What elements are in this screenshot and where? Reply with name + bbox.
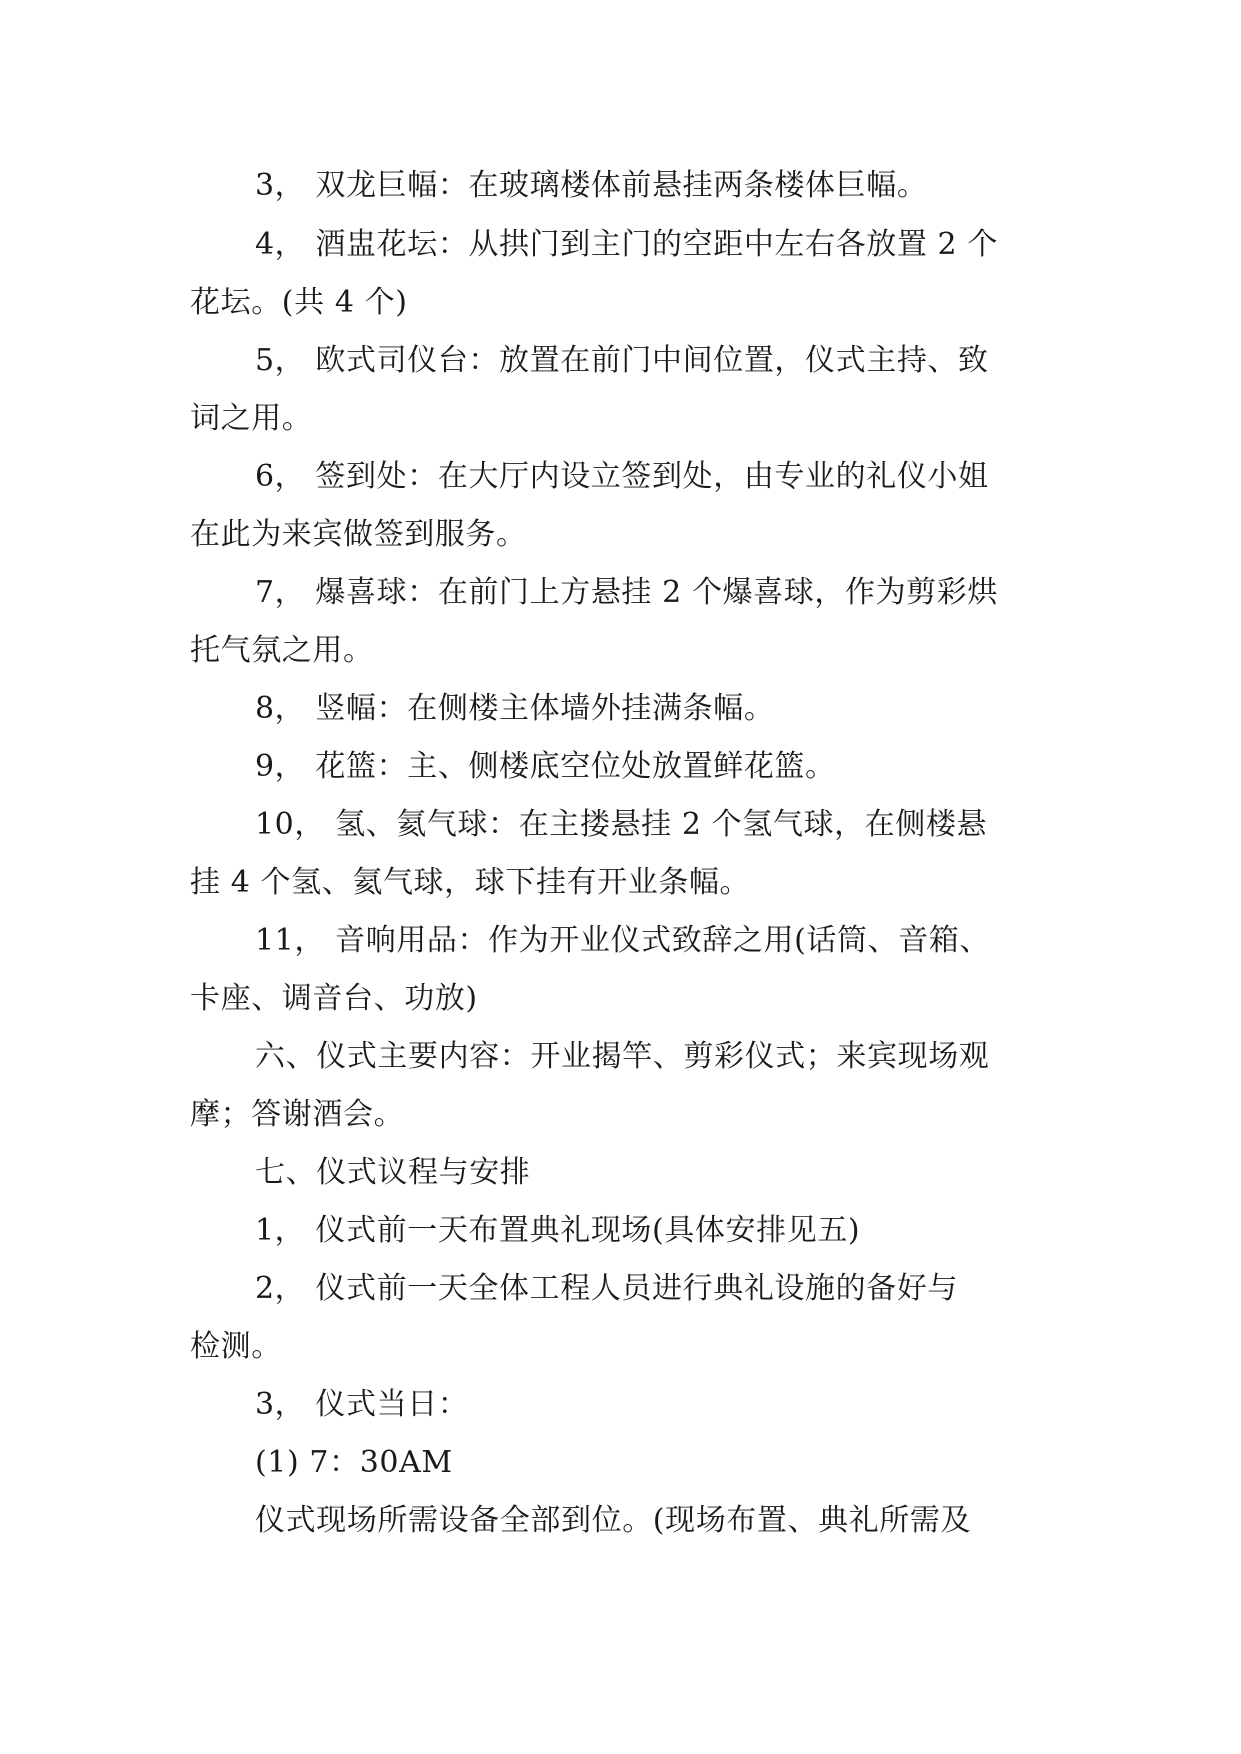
section-heading: 七、仪式议程与安排 xyxy=(255,1155,531,1190)
paragraph-line: 3， 仪式当日： xyxy=(255,1387,469,1422)
paragraph-line: 检测。 xyxy=(190,1329,282,1364)
paragraph-line: 1， 仪式前一天布置典礼现场(具体安排见五) xyxy=(255,1213,861,1248)
paragraph-line: 9， 花篮：主、侧楼底空位处放置鲜花篮。 xyxy=(255,749,836,784)
paragraph-line: 在此为来宾做签到服务。 xyxy=(190,517,527,552)
paragraph-line: 摩；答谢酒会。 xyxy=(190,1097,405,1132)
paragraph-line: 六、仪式主要内容：开业揭竿、剪彩仪式；来宾现场观 xyxy=(255,1039,990,1074)
paragraph-line: 3， 双龙巨幅：在玻璃楼体前悬挂两条楼体巨幅。 xyxy=(255,168,928,203)
paragraph-line: 花坛。(共 4 个) xyxy=(190,285,408,320)
paragraph-line: 8， 竖幅：在侧楼主体墙外挂满条幅。 xyxy=(255,691,775,726)
paragraph-line: 挂 4 个氢、氦气球，球下挂有开业条幅。 xyxy=(190,865,751,900)
paragraph-line: 2， 仪式前一天全体工程人员进行典礼设施的备好与 xyxy=(255,1271,959,1306)
paragraph-line: (1) 7：30AM xyxy=(255,1445,453,1480)
paragraph-line: 4， 酒盅花坛：从拱门到主门的空距中左右各放置 2 个 xyxy=(255,227,998,262)
paragraph-line: 7， 爆喜球：在前门上方悬挂 2 个爆喜球，作为剪彩烘 xyxy=(255,575,998,610)
paragraph-line: 仪式现场所需设备全部到位。(现场布置、典礼所需及 xyxy=(255,1503,972,1538)
paragraph-line: 托气氛之用。 xyxy=(190,633,374,668)
paragraph-line: 5， 欧式司仪台：放置在前门中间位置，仪式主持、致 xyxy=(255,343,989,378)
paragraph-line: 10， 氢、氦气球：在主搂悬挂 2 个氢气球，在侧楼悬 xyxy=(255,807,988,842)
paragraph-line: 11， 音响用品：作为开业仪式致辞之用(话筒、音箱、 xyxy=(255,923,991,958)
paragraph-line: 卡座、调音台、功放) xyxy=(190,981,478,1016)
paragraph-line: 6， 签到处：在大厅内设立签到处，由专业的礼仪小姐 xyxy=(255,459,989,494)
paragraph-line: 词之用。 xyxy=(190,401,313,436)
